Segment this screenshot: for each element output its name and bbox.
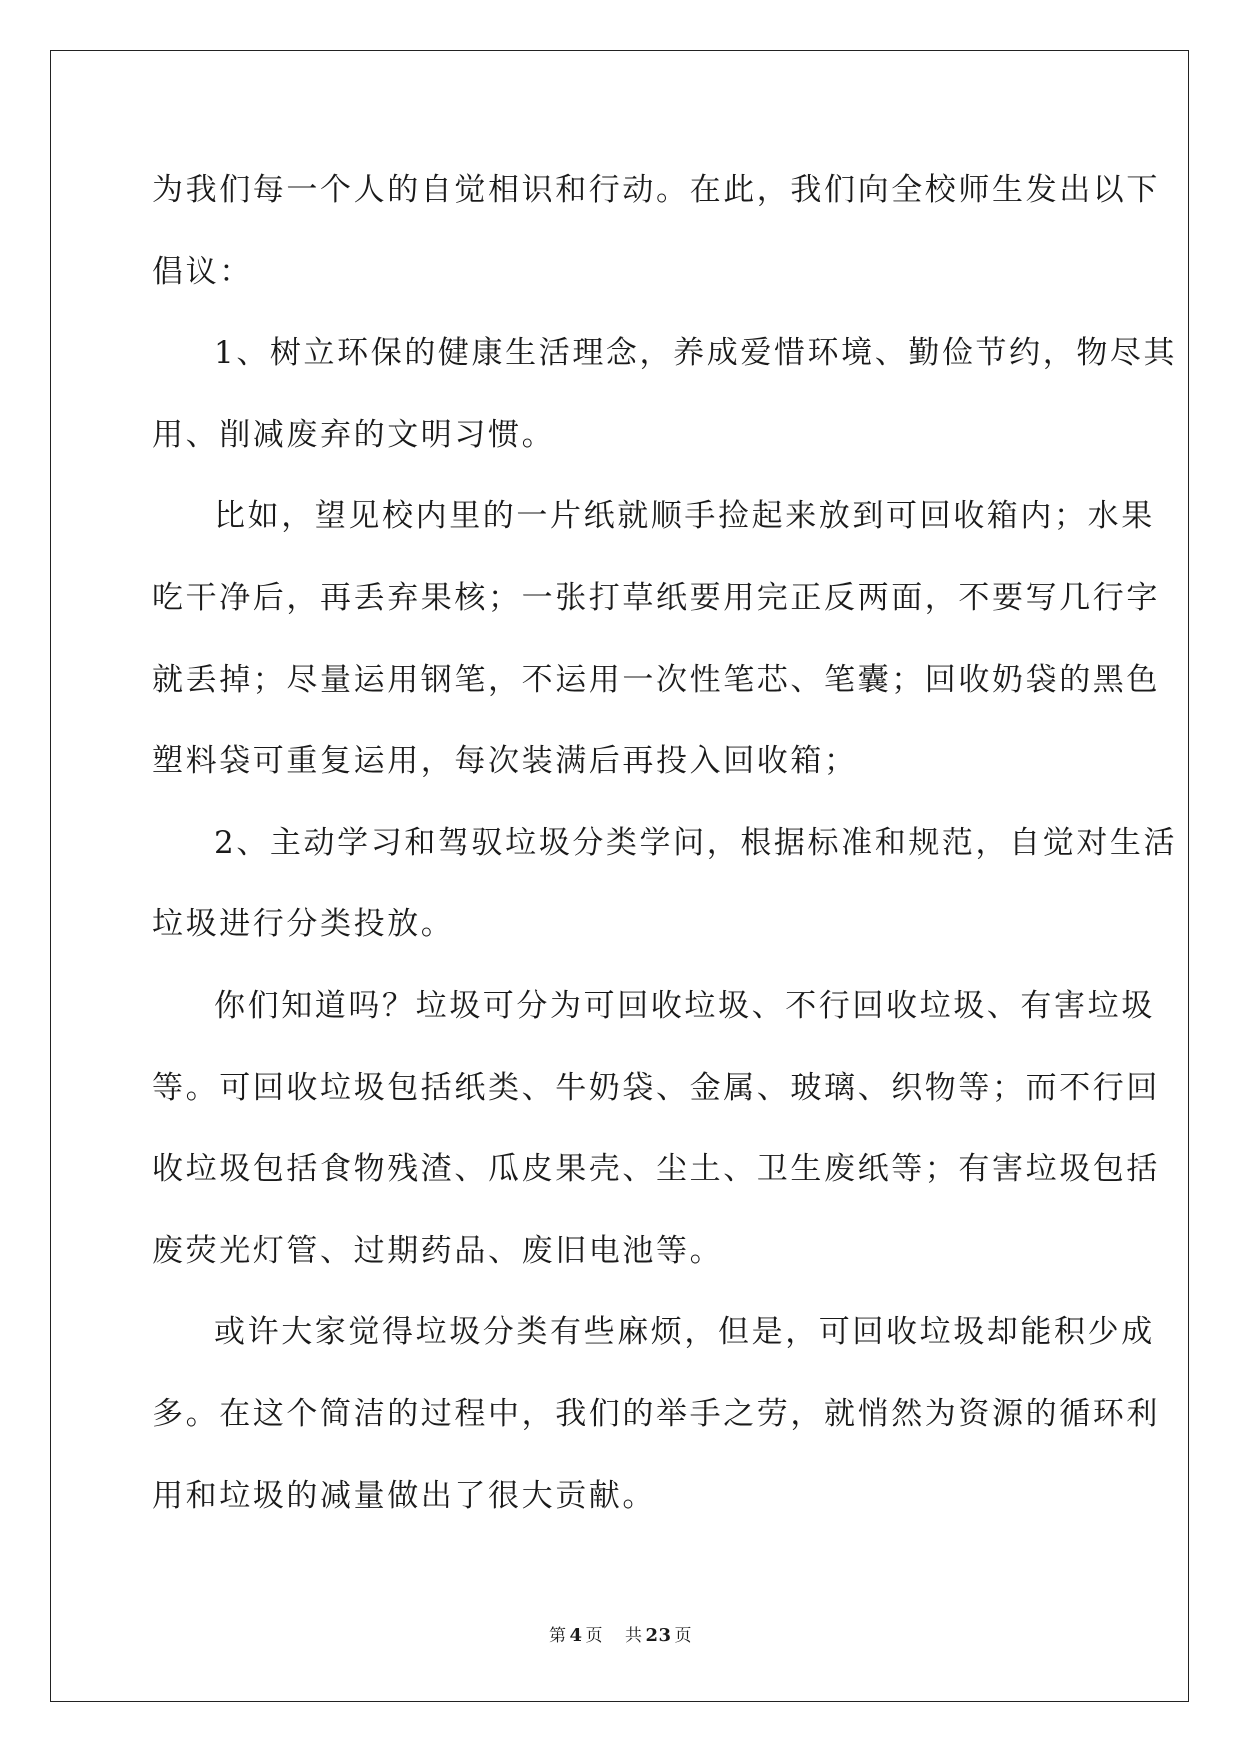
text-line: 塑料袋可重复运用，每次装满后再投入回收箱；	[152, 743, 858, 780]
text-line: 1、树立环保的健康生活理念，养成爱惜环境、勤俭节约，物尽其	[214, 335, 1178, 372]
total-pages: 23	[645, 1625, 672, 1646]
total-prefix: 共	[624, 1626, 643, 1646]
text-line: 吃干净后，再丢弃果核；一张打草纸要用完正反两面，不要写几行字	[152, 579, 1160, 616]
text-line: 比如，望见校内里的一片纸就顺手捡起来放到可回收箱内；水果	[214, 498, 1155, 535]
text-line: 或许大家觉得垃圾分类有些麻烦，但是，可回收垃圾却能积少成	[214, 1314, 1155, 1351]
page-number: 4	[569, 1625, 583, 1646]
text-line: 等。可回收垃圾包括纸类、牛奶袋、金属、玻璃、织物等；而不行回	[152, 1069, 1160, 1106]
document-body	[152, 158, 1178, 1545]
text-line: 你们知道吗？垃圾可分为可回收垃圾、不行回收垃圾、有害垃圾	[214, 987, 1155, 1024]
text-line: 多。在这个简洁的过程中，我们的举手之劳，就悄然为资源的循环利	[152, 1395, 1160, 1432]
text-line: 用、削减废弃的文明习惯。	[152, 416, 556, 453]
page-prefix: 第	[548, 1626, 567, 1646]
text-line: 倡议：	[152, 253, 253, 290]
text-line: 垃圾进行分类投放。	[152, 906, 455, 943]
text-line: 收垃圾包括食物残渣、瓜皮果壳、尘土、卫生废纸等；有害垃圾包括	[152, 1151, 1160, 1188]
text-line: 就丢掉；尽量运用钢笔，不运用一次性笔芯、笔囊；回收奶袋的黑色	[152, 661, 1160, 698]
page-suffix: 页	[585, 1626, 603, 1646]
text-line: 废荧光灯管、过期药品、废旧电池等。	[152, 1232, 724, 1269]
total-suffix: 页	[674, 1626, 693, 1646]
page-footer	[0, 1621, 1241, 1646]
text-line: 为我们每一个人的自觉相识和行动。在此，我们向全校师生发出以下	[152, 172, 1160, 208]
text-line: 用和垃圾的减量做出了很大贡献。	[152, 1477, 656, 1514]
text-line: 2、主动学习和驾驭垃圾分类学问，根据标准和规范，自觉对生活	[214, 824, 1178, 861]
